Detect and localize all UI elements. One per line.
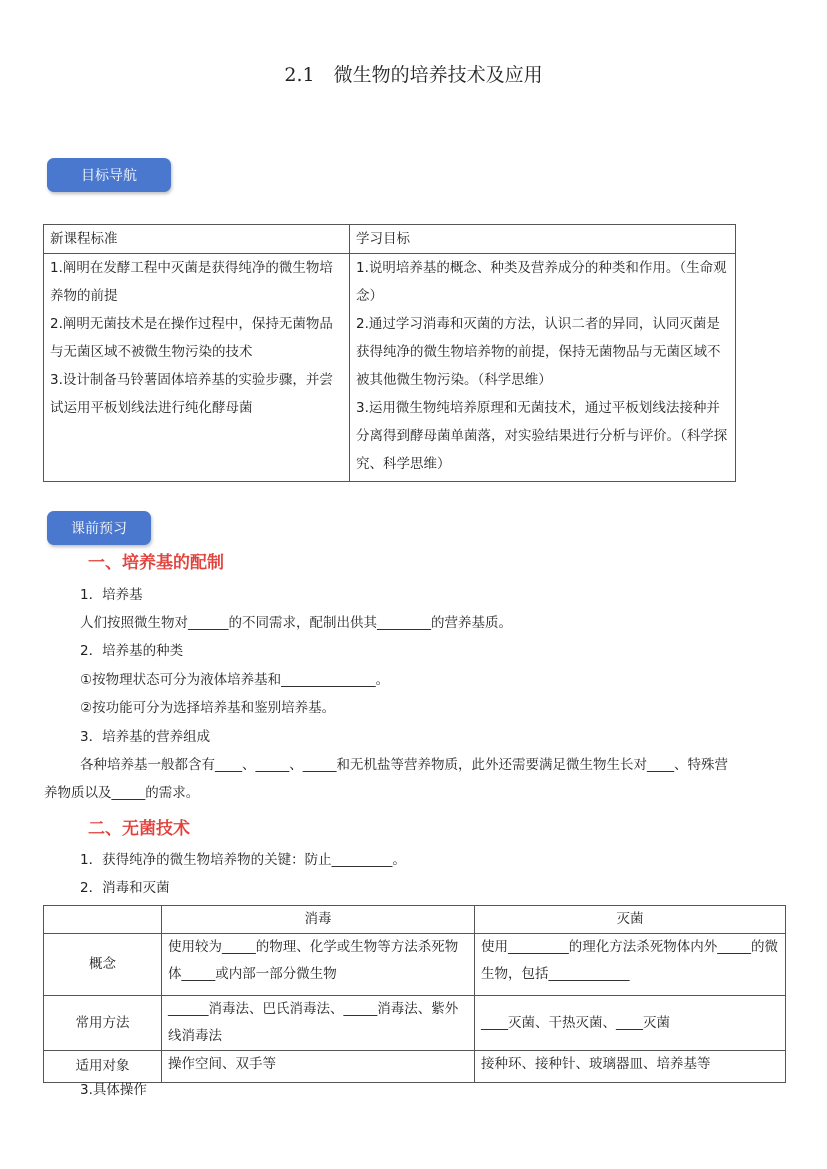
goals-table (43, 224, 736, 482)
objective-item: 3.运用微生物纯培养原理和无菌技术，通过平板划线法接种并分离得到酵母菌单菌落，对实验结果进行分析与评价。（科学探究、科学思维） (356, 400, 728, 472)
objective-item: 2.通过学习消毒和灭菌的方法，认识二者的异同，认同灭菌是获得纯净的微生物培养物的前提，保持无菌物品与无菌区域不被其他微生物污染。（科学思维） (356, 316, 721, 388)
cell: 使用_________的理化方法杀死物体内外_____的微生物，包括____________ (475, 934, 786, 996)
cell: ______消毒法、巴氏消毒法、_____消毒法、紫外线消毒法 (162, 996, 475, 1051)
disinfection-table (43, 905, 786, 1083)
section2-heading: 二、无菌技术 (88, 819, 190, 839)
text-line: ②按功能可分为选择培养基和鉴别培养基。 (80, 700, 336, 716)
text-line: 3.具体操作 (80, 1082, 147, 1098)
text-line: 各种培养基一般都含有____、_____、_____和无机盐等营养物质，此外还需要满足微生物生长对____、特殊营 (80, 757, 728, 773)
row-label: 常用方法 (44, 996, 162, 1051)
text-line: 1．培养基 (80, 587, 143, 603)
standard-item: 1.阐明在发酵工程中灭菌是获得纯净的微生物培养物的前提 (50, 260, 333, 304)
header-sterilization: 灭菌 (475, 906, 786, 934)
cell: 操作空间、双手等 (162, 1051, 475, 1083)
header-disinfection: 消毒 (162, 906, 475, 934)
text-line: 人们按照微生物对______的不同需求，配制出供其________的营养基质。 (80, 615, 512, 631)
goals-tag: 目标导航 (47, 158, 171, 192)
text-line: 2．消毒和灭菌 (80, 880, 170, 896)
header-blank (44, 906, 162, 934)
text-line: 养物质以及_____的需求。 (44, 785, 200, 801)
text-line: 3．培养基的营养组成 (80, 729, 211, 745)
cell: 接种环、接种针、玻璃器皿、培养基等 (475, 1051, 786, 1083)
cell: 使用较为_____的物理、化学或生物等方法杀死物体_____或内部一部分微生物 (162, 934, 475, 996)
cell: ____灭菌、干热灭菌、____灭菌 (475, 996, 786, 1051)
objective-item: 1.说明培养基的概念、种类及营养成分的种类和作用。（生命观念） (356, 260, 727, 304)
standard-item: 2.阐明无菌技术是在操作过程中，保持无菌物品与无菌区域不被微生物污染的技术 (50, 316, 333, 360)
section1-heading: 一、培养基的配制 (88, 553, 224, 573)
text-line: 2．培养基的种类 (80, 643, 184, 659)
standard-item: 3.设计制备马铃薯固体培养基的实验步骤，并尝试运用平板划线法进行纯化酵母菌 (50, 372, 333, 416)
page-title: 2.1 微生物的培养技术及应用 (284, 64, 543, 86)
text-line: ①按物理状态可分为液体培养基和______________。 (80, 672, 390, 688)
row-label: 概念 (44, 934, 162, 996)
row-label: 适用对象 (44, 1051, 162, 1083)
text-line: 1．获得纯净的微生物培养物的关键：防止_________。 (80, 852, 406, 868)
header-objectives: 学习目标 (350, 225, 736, 254)
header-standard: 新课程标准 (44, 225, 350, 254)
preview-tag: 课前预习 (47, 511, 151, 545)
